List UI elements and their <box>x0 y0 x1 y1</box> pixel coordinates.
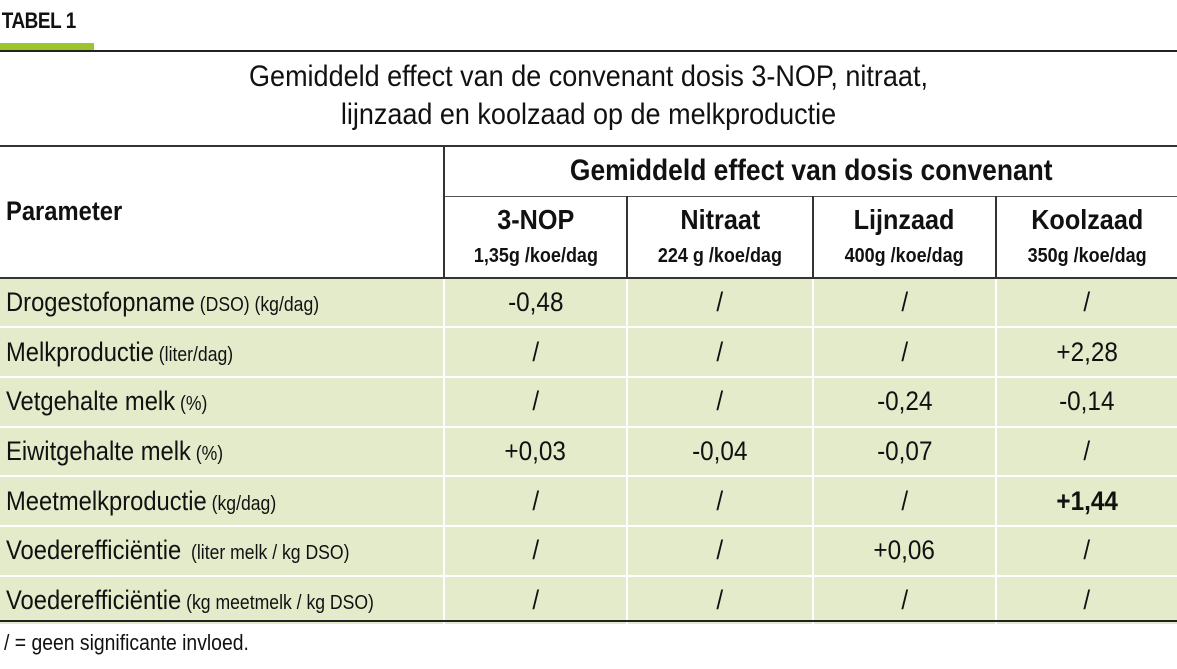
cell-value: / <box>996 526 1177 576</box>
title-line-1: Gemiddeld effect van de convenant dosis 3-NOP, nitraat, <box>249 60 928 93</box>
parameter-header: Parameter <box>0 146 444 278</box>
table-row <box>0 427 1177 477</box>
cell-value: +0,03 <box>444 427 627 477</box>
column-header-koolzaad: Koolzaad 350g /koe/dag <box>996 196 1177 278</box>
column-header-nitraat: Nitraat 224 g /koe/dag <box>627 196 813 278</box>
cell-value: / <box>813 476 996 526</box>
cell-value: / <box>627 327 813 377</box>
cell-value: / <box>444 377 627 427</box>
cell-value: -0,48 <box>444 278 627 328</box>
table-row <box>0 278 1177 328</box>
cell-value: / <box>444 476 627 526</box>
group-header: Gemiddeld effect van dosis convenant <box>444 146 1177 196</box>
table-title <box>59 58 1118 134</box>
cell-value: / <box>627 377 813 427</box>
top-rule <box>0 50 1177 52</box>
row-parameter: Eiwitgehalte melk (%) <box>0 427 444 477</box>
cell-value: / <box>444 327 627 377</box>
table-row <box>0 526 1177 576</box>
row-parameter: Vetgehalte melk (%) <box>0 377 444 427</box>
cell-value: / <box>813 278 996 328</box>
cell-value: / <box>444 576 627 625</box>
cell-value-highlight: +1,44 <box>996 476 1177 526</box>
cell-value: -0,07 <box>813 427 996 477</box>
table-row <box>0 576 1177 625</box>
cell-value: -0,14 <box>996 377 1177 427</box>
cell-value: / <box>627 476 813 526</box>
column-header-lijnzaad: Lijnzaad 400g /koe/dag <box>813 196 996 278</box>
cell-value: / <box>813 327 996 377</box>
title-line-2: lijnzaad en koolzaad op de melkproductie <box>340 98 837 131</box>
table-row <box>0 327 1177 377</box>
row-parameter: Melkproductie (liter/dag) <box>0 327 444 377</box>
cell-value: +2,28 <box>996 327 1177 377</box>
row-parameter: Voederefficiëntie (kg meetmelk / kg DSO) <box>0 576 444 625</box>
row-parameter: Voederefficiëntie (liter melk / kg DSO) <box>0 526 444 576</box>
column-header-3nop: 3-NOP 1,35g /koe/dag <box>444 196 627 278</box>
table-row <box>0 476 1177 526</box>
row-parameter: Meetmelkproductie (kg/dag) <box>0 476 444 526</box>
cell-value: / <box>627 278 813 328</box>
table-row <box>0 377 1177 427</box>
cell-value: / <box>627 576 813 625</box>
cell-value: / <box>444 526 627 576</box>
effect-table <box>0 145 1177 624</box>
cell-value: / <box>813 576 996 625</box>
cell-value: -0,24 <box>813 377 996 427</box>
cell-value: -0,04 <box>627 427 813 477</box>
cell-value: / <box>627 526 813 576</box>
table-label: TABEL 1 <box>1 8 76 33</box>
cell-value: / <box>996 278 1177 328</box>
cell-value: +0,06 <box>813 526 996 576</box>
footnote: / = geen significante invloed. <box>4 630 249 655</box>
row-parameter: Drogestofopname (DSO) (kg/dag) <box>0 278 444 328</box>
bottom-rule <box>0 620 1177 622</box>
table-label-wrap <box>0 6 88 36</box>
cell-value: / <box>996 576 1177 625</box>
cell-value: / <box>996 427 1177 477</box>
